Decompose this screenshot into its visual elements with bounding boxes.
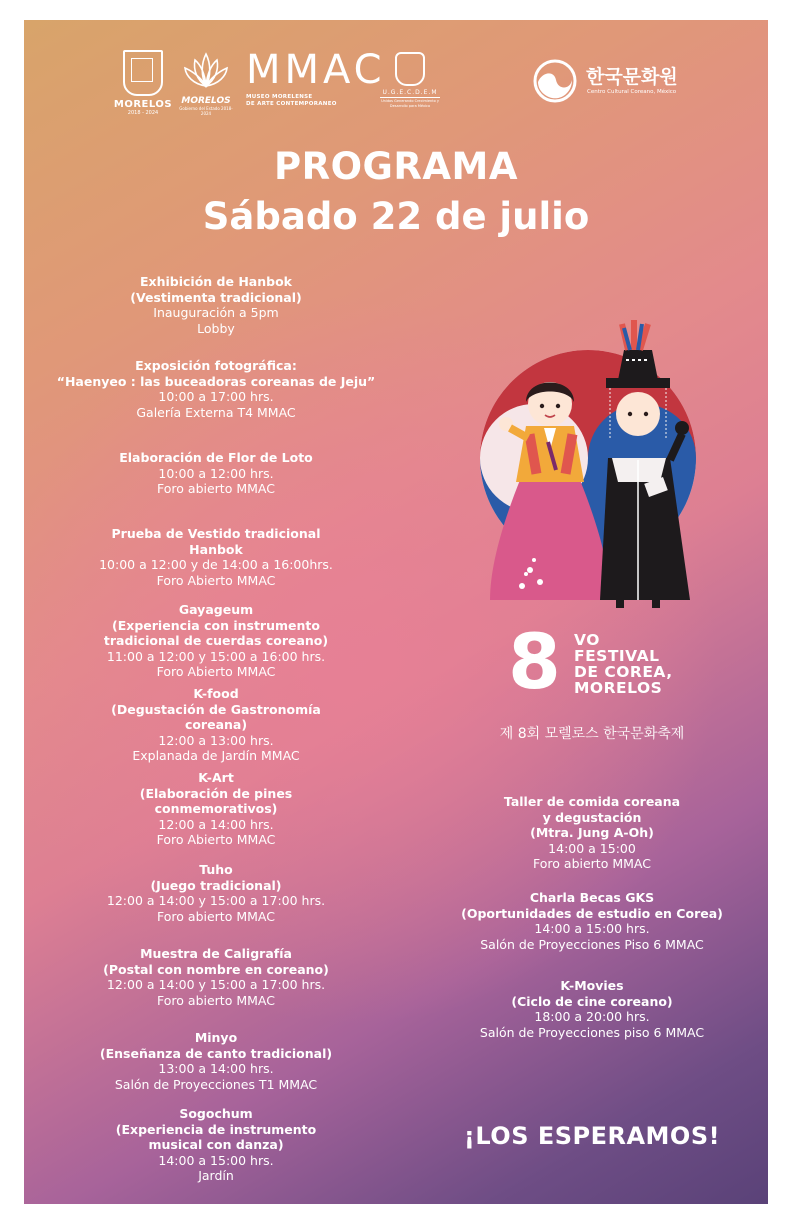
- event-title-line: Exposición fotográfica:: [135, 358, 297, 373]
- morelos-government-name: MORELOS: [181, 96, 231, 106]
- event-title-line: (Degustación de Gastronomía: [111, 701, 321, 717]
- logo-bar: [24, 47, 768, 140]
- festival-word: FESTIVAL: [574, 647, 660, 665]
- event-title-line: musical con danza): [148, 1137, 284, 1152]
- morelos-logo: [110, 50, 176, 116]
- event-title-line: (Mtra. Jung A-Oh): [530, 825, 654, 840]
- event-title-line: (Elaboración de pines: [139, 785, 293, 801]
- event-title-line: (Juego tradicional): [150, 877, 282, 893]
- event-detail: Salón de Proyecciones Piso 6 MMAC: [480, 936, 704, 952]
- program-date: Sábado 22 de julio: [202, 195, 590, 238]
- event-title-line: Taller de comida coreana: [503, 794, 681, 809]
- event-title-line: coreana): [184, 717, 248, 732]
- festival-korean-title: 제 8회 모렐로스 한국문화축제: [499, 726, 685, 742]
- ugecdem-logo-sub: Unidos Generando Crecimiento y Desarrollo para México: [381, 99, 439, 108]
- morelos-logo-name: MORELOS: [113, 99, 173, 110]
- morelos-government-sub: Gobierno del Estado 2018-2024: [179, 106, 233, 116]
- event-hanbok-exhibition: [42, 274, 390, 336]
- event-gks-talk: [444, 890, 740, 952]
- event-title-line: y degustación: [542, 809, 642, 825]
- event-title-line: (Vestimenta tradicional): [130, 289, 302, 305]
- event-title-line: Charla Becas GKS: [529, 890, 655, 905]
- festival-word: VO: [574, 631, 600, 649]
- korean-cultural-center-sub: Centro Cultural Coreano, México: [587, 89, 677, 95]
- event-title-line: Minyo: [194, 1030, 238, 1045]
- poster: [24, 20, 768, 1204]
- event-detail: Salón de Proyecciones piso 6 MMAC: [479, 1024, 705, 1040]
- event-title-line: (Experiencia con instrumento: [112, 617, 320, 633]
- event-title-line: Exhibición de Hanbok: [140, 274, 292, 289]
- morelos-shield-icon: [123, 50, 163, 96]
- event-detail: Foro abierto MMAC: [157, 481, 275, 496]
- event-k-movies: [444, 978, 740, 1040]
- event-detail: Foro Abierto MMAC: [156, 664, 276, 679]
- event-title-line: (Postal con nombre en coreano): [103, 961, 329, 977]
- event-detail: 12:00 a 14:00 y 15:00 a 17:00 hrs.: [106, 893, 326, 908]
- event-detail: 12:00 a 14:00 y 15:00 a 17:00 hrs.: [106, 977, 326, 992]
- event-title-line: “Haenyeo : las buceadoras coreanas de Jeju”: [56, 373, 376, 389]
- event-detail: 18:00 a 20:00 hrs.: [534, 1009, 650, 1024]
- event-calligraphy: [42, 946, 390, 1008]
- event-detail: Inauguración a 5pm: [153, 305, 279, 320]
- event-title-line: Prueba de Vestido tradicional: [111, 526, 321, 541]
- korean-cultural-center-emblem-icon: [532, 58, 578, 104]
- event-title-line: tradicional de cuerdas coreano): [103, 633, 329, 648]
- morelos-government-logo: [176, 50, 236, 116]
- korean-couple-illustration: [460, 310, 724, 610]
- event-detail: Lobby: [197, 320, 235, 336]
- mmac-logo-name: MMAC: [246, 47, 386, 93]
- event-title-line: (Ciclo de cine coreano): [511, 993, 673, 1009]
- event-title-line: K-Movies: [560, 978, 624, 993]
- event-title-line: Gayageum: [178, 602, 254, 617]
- event-detail: Foro abierto MMAC: [157, 908, 275, 924]
- event-detail: 10:00 a 12:00 hrs.: [158, 465, 274, 481]
- event-title-line: (Enseñanza de canto tradicional): [99, 1045, 333, 1061]
- event-minyo: [42, 1030, 390, 1092]
- event-detail: 11:00 a 12:00 y 15:00 a 16:00 hrs.: [106, 648, 326, 664]
- event-title-line: Tuho: [199, 862, 233, 877]
- festival-word: DE COREA,: [574, 663, 673, 681]
- event-detail: 14:00 a 15:00 hrs.: [534, 921, 650, 936]
- event-detail: 10:00 a 17:00 hrs.: [158, 389, 274, 404]
- event-detail: 12:00 a 14:00 hrs.: [158, 816, 274, 832]
- event-detail: Foro abierto MMAC: [157, 992, 275, 1008]
- event-gayageum: [42, 602, 390, 680]
- event-cooking-workshop: [444, 794, 740, 872]
- event-sogochum: [42, 1106, 390, 1184]
- event-detail: Jardín: [198, 1168, 234, 1183]
- event-detail: Foro Abierto MMAC: [156, 572, 276, 588]
- event-title-line: Muestra de Caligrafía: [140, 946, 292, 961]
- event-detail: Foro Abierto MMAC: [156, 832, 276, 847]
- event-title-line: K-food: [193, 686, 239, 701]
- morelos-logo-years: 2018 - 2024: [127, 110, 159, 116]
- festival-word: MORELOS: [574, 679, 663, 697]
- event-photo-exhibition: [42, 358, 390, 420]
- ugecdem-logo: [380, 52, 440, 108]
- event-detail: 14:00 a 15:00: [548, 840, 636, 856]
- event-title-line: Elaboración de Flor de Loto: [119, 450, 313, 465]
- lotus-icon: [181, 50, 231, 90]
- event-detail: 13:00 a 14:00 hrs.: [158, 1061, 274, 1076]
- event-title-line: Sogochum: [179, 1106, 253, 1121]
- event-title-line: (Oportunidades de estudio en Corea): [461, 905, 723, 921]
- event-detail: Explanada de Jardín MMAC: [132, 748, 300, 763]
- event-k-art: [42, 770, 390, 848]
- festival-number: 8: [508, 617, 561, 706]
- event-k-food: [42, 686, 390, 764]
- event-tuho: [42, 862, 390, 924]
- event-lotus-flower: [42, 450, 390, 497]
- closing-message: ¡LOS ESPERAMOS!: [463, 1122, 721, 1150]
- event-hanbok-fitting: [42, 526, 390, 588]
- event-detail: 12:00 a 13:00 hrs.: [158, 732, 274, 748]
- event-title-line: conmemorativos): [154, 801, 278, 816]
- event-detail: 14:00 a 15:00 hrs.: [158, 1152, 274, 1168]
- program-title: PROGRAMA: [273, 145, 518, 188]
- event-detail: Foro abierto MMAC: [533, 856, 651, 871]
- event-title-line: (Experiencia de instrumento: [115, 1121, 317, 1137]
- mmac-logo: [246, 47, 386, 108]
- ugecdem-emblem-icon: [395, 52, 425, 86]
- event-detail: Salón de Proyecciones T1 MMAC: [114, 1076, 318, 1092]
- event-detail: Galería Externa T4 MMAC: [136, 404, 296, 420]
- ugecdem-logo-name: U.G.E.C.D.E.M: [380, 89, 440, 98]
- mmac-logo-line1: MUSEO MORELENSE: [246, 94, 313, 100]
- festival-words: [574, 632, 744, 696]
- event-title-line: K-Art: [198, 770, 234, 785]
- event-detail: 10:00 a 12:00 y de 14:00 a 16:00hrs.: [99, 557, 333, 572]
- mmac-logo-line2: DE ARTE CONTEMPORANEO: [246, 101, 337, 107]
- korean-cultural-center-name: 한국문화원: [586, 66, 678, 88]
- event-title-line: Hanbok: [189, 541, 243, 557]
